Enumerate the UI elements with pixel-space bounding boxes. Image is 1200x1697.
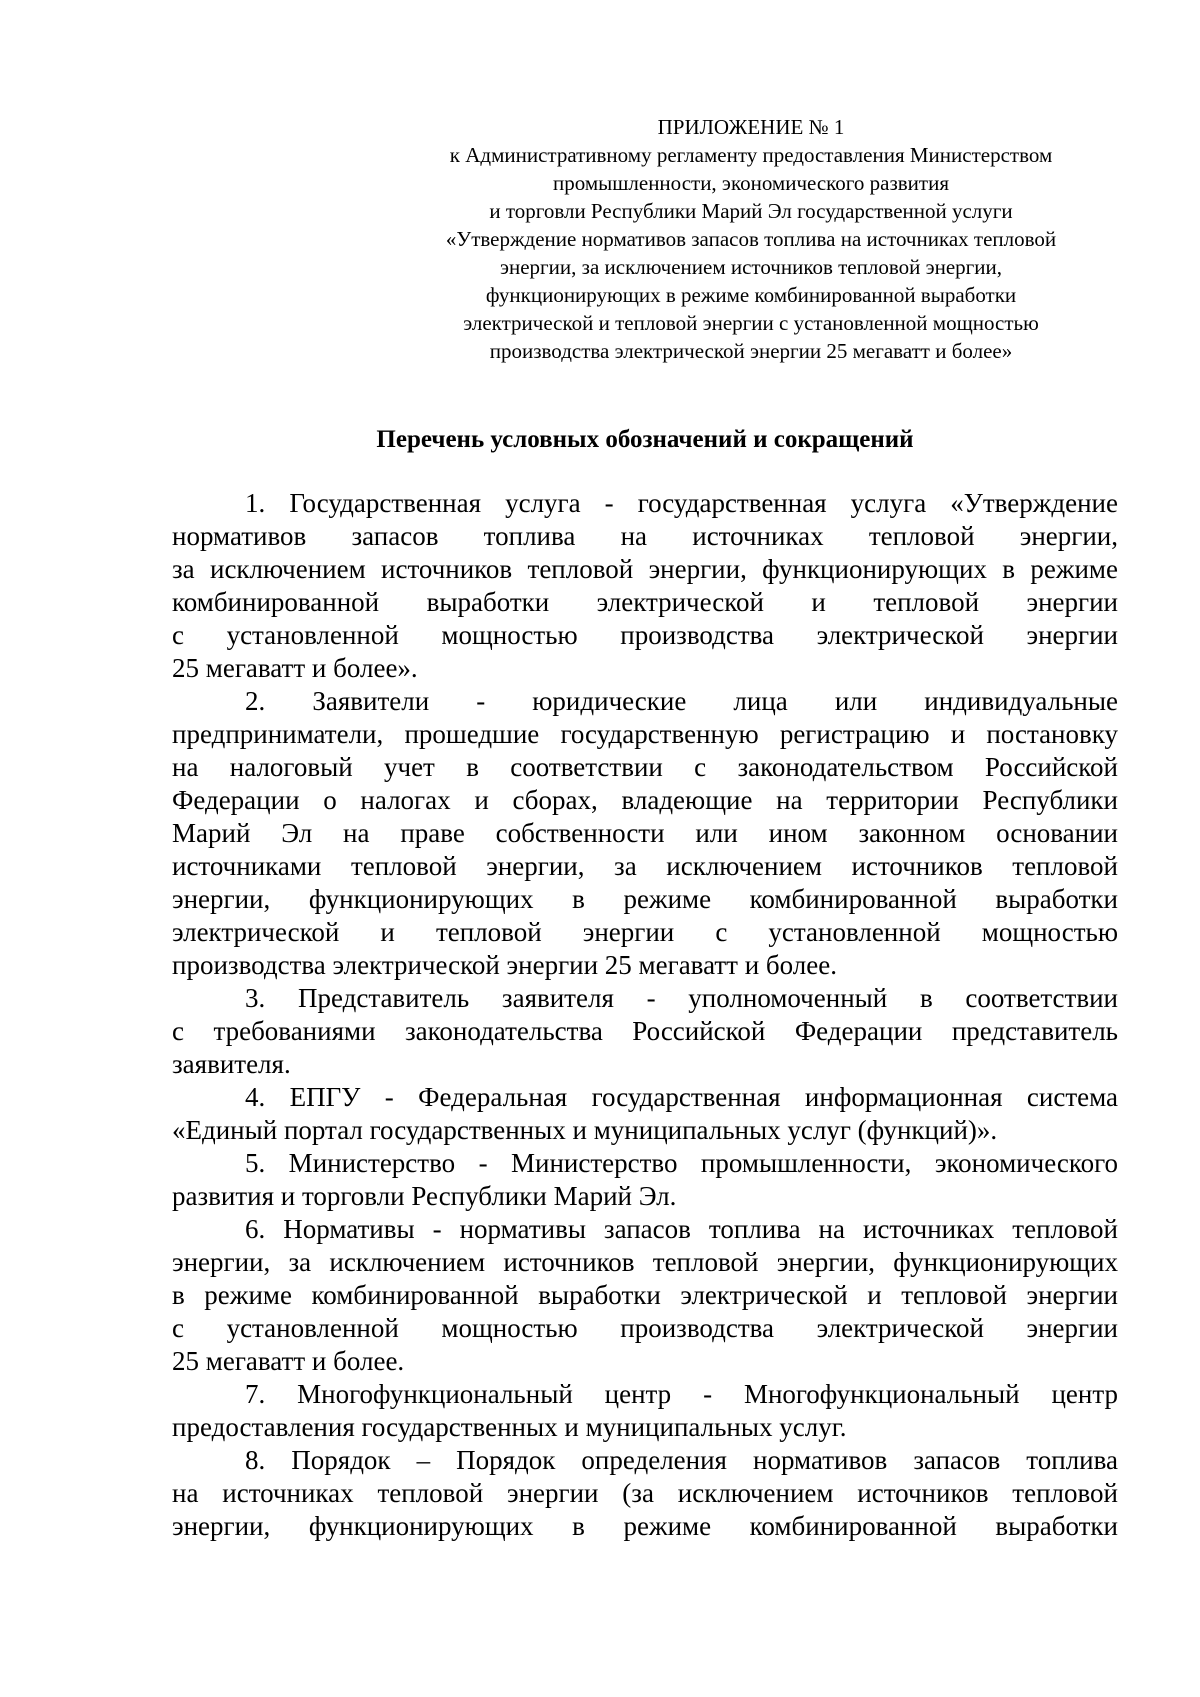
document-body: [172, 487, 1118, 1543]
list-item: [172, 1444, 1118, 1543]
paragraph-line: Марий Эл на праве собственности или ином законном основании: [172, 818, 1118, 848]
appendix-line: и торговли Республики Марий Эл государственной услуги: [489, 199, 1013, 223]
paragraph-line: «Единый портал государственных и муниципальных услуг (функций)».: [172, 1115, 998, 1145]
paragraph-line: 1. Государственная услуга - государственная услуга «Утверждение: [245, 488, 1118, 518]
paragraph-line: с установленной мощностью производства электрической энергии: [172, 620, 1118, 650]
appendix-line: электрической и тепловой энергии с установленной мощностью: [463, 311, 1039, 335]
paragraph-line: Федерации о налогах и сборах, владеющие на территории Республики: [172, 785, 1118, 815]
paragraph-line: энергии, функционирующих в режиме комбинированной выработки: [172, 884, 1118, 914]
paragraph-line: 6. Нормативы - нормативы запасов топлива на источниках тепловой: [245, 1214, 1118, 1244]
paragraph-line: нормативов запасов топлива на источниках тепловой энергии,: [172, 521, 1118, 551]
list-item: [172, 487, 1118, 685]
paragraph-line: 7. Многофункциональный центр - Многофункциональный центр: [245, 1379, 1118, 1409]
paragraph-line: производства электрической энергии 25 мегаватт и более.: [172, 950, 837, 980]
paragraph-line: энергии, функционирующих в режиме комбинированной выработки: [172, 1511, 1118, 1541]
list-item: [172, 1147, 1118, 1213]
paragraph-line: 8. Порядок – Порядок определения нормативов запасов топлива: [245, 1445, 1118, 1475]
paragraph-line: 25 мегаватт и более».: [172, 653, 418, 683]
paragraph-line: развития и торговли Республики Марий Эл.: [172, 1181, 677, 1211]
list-item: [172, 1213, 1118, 1378]
paragraph-line: в режиме комбинированной выработки электрической и тепловой энергии: [172, 1280, 1118, 1310]
paragraph-line: 2. Заявители - юридические лица или индивидуальные: [245, 686, 1118, 716]
appendix-line: промышленности, экономического развития: [552, 171, 949, 195]
paragraph-line: электрической и тепловой энергии с установленной мощностью: [172, 917, 1118, 947]
paragraph-line: на источниках тепловой энергии (за исключением источников тепловой: [172, 1478, 1118, 1508]
paragraph-line: энергии, за исключением источников тепловой энергии, функционирующих: [172, 1247, 1118, 1277]
appendix-header: [375, 113, 1127, 365]
paragraph-line: 3. Представитель заявителя - уполномоченный в соответствии: [245, 983, 1118, 1013]
paragraph-line: 5. Министерство - Министерство промышленности, экономического: [245, 1148, 1118, 1178]
paragraph-line: заявителя.: [172, 1049, 291, 1079]
document-title: Перечень условных обозначений и сокращений: [376, 426, 914, 453]
paragraph-line: предоставления государственных и муниципальных услуг.: [172, 1412, 847, 1442]
appendix-line: «Утверждение нормативов запасов топлива на источниках тепловой: [445, 227, 1057, 251]
paragraph-line: с требованиями законодательства Российской Федерации представитель: [172, 1016, 1118, 1046]
list-item: [172, 982, 1118, 1081]
list-item: [172, 1081, 1118, 1147]
paragraph-line: источниками тепловой энергии, за исключением источников тепловой: [172, 851, 1118, 881]
appendix-number: ПРИЛОЖЕНИЕ № 1: [657, 115, 845, 139]
paragraph-line: 4. ЕПГУ - Федеральная государственная информационная система: [245, 1082, 1118, 1112]
paragraph-line: предприниматели, прошедшие государственную регистрацию и постановку: [172, 719, 1118, 749]
paragraph-line: комбинированной выработки электрической и тепловой энергии: [172, 587, 1118, 617]
paragraph-line: с установленной мощностью производства электрической энергии: [172, 1313, 1118, 1343]
appendix-line: производства электрической энергии 25 мегаватт и более»: [489, 339, 1013, 363]
appendix-line: к Административному регламенту предоставления Министерством: [449, 143, 1053, 167]
appendix-line: энергии, за исключением источников тепловой энергии,: [499, 255, 1003, 279]
list-item: [172, 1378, 1118, 1444]
paragraph-line: на налоговый учет в соответствии с законодательством Российской: [172, 752, 1118, 782]
paragraph-line: 25 мегаватт и более.: [172, 1346, 405, 1376]
list-item: [172, 685, 1118, 982]
paragraph-line: за исключением источников тепловой энергии, функционирующих в режиме: [172, 554, 1118, 584]
appendix-line: функционирующих в режиме комбинированной выработки: [485, 283, 1017, 307]
